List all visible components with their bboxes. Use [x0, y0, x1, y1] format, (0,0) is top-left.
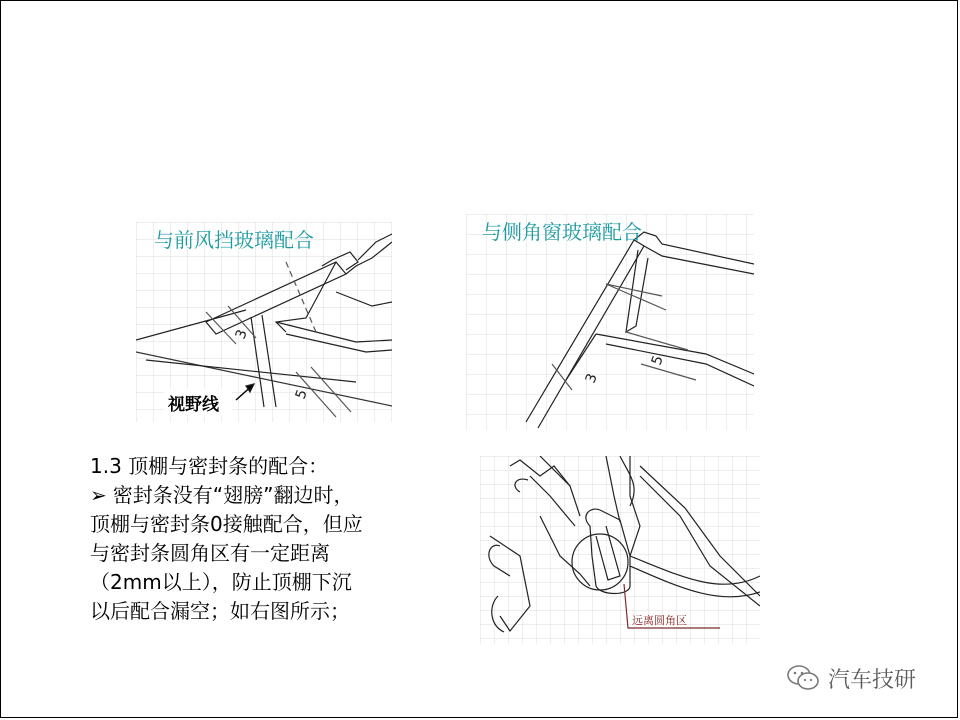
dim-a-label: 3 — [232, 327, 251, 342]
description-text — [90, 452, 450, 626]
watermark-text: 汽车技研 — [828, 667, 917, 693]
seal-detail-drawing — [480, 456, 760, 644]
bullet-arrow-icon: ➢ — [90, 483, 107, 507]
text-line-3: 与密封条圆角区有一定距离 — [90, 541, 330, 565]
section-heading: 1.3 顶棚与密封条的配合： — [90, 454, 329, 478]
side-window-drawing — [466, 214, 754, 430]
text-line-1: 密封条没有“翅膀”翻边时， — [112, 483, 354, 507]
side-dim-a-label: 5 — [648, 353, 667, 368]
side-window-title: 与侧角窗玻璃配合 — [482, 220, 642, 244]
corner-label: 远离圆角区 — [632, 614, 687, 627]
dim-b-label: 5 — [292, 387, 311, 402]
wechat-icon — [786, 663, 820, 693]
watermark — [786, 662, 916, 694]
side-window-figure — [466, 214, 754, 430]
text-line-2: 顶棚与密封条0接触配合，但应 — [90, 512, 363, 536]
sightline-label: 视野线 — [168, 395, 219, 415]
text-line-5: 以后配合漏空；如右图所示； — [90, 599, 350, 623]
side-dim-b-label: 3 — [582, 371, 601, 386]
seal-detail-figure — [480, 456, 760, 644]
text-line-4: （2mm以上），防止顶棚下沉 — [90, 570, 352, 594]
windshield-title: 与前风挡玻璃配合 — [154, 228, 314, 252]
